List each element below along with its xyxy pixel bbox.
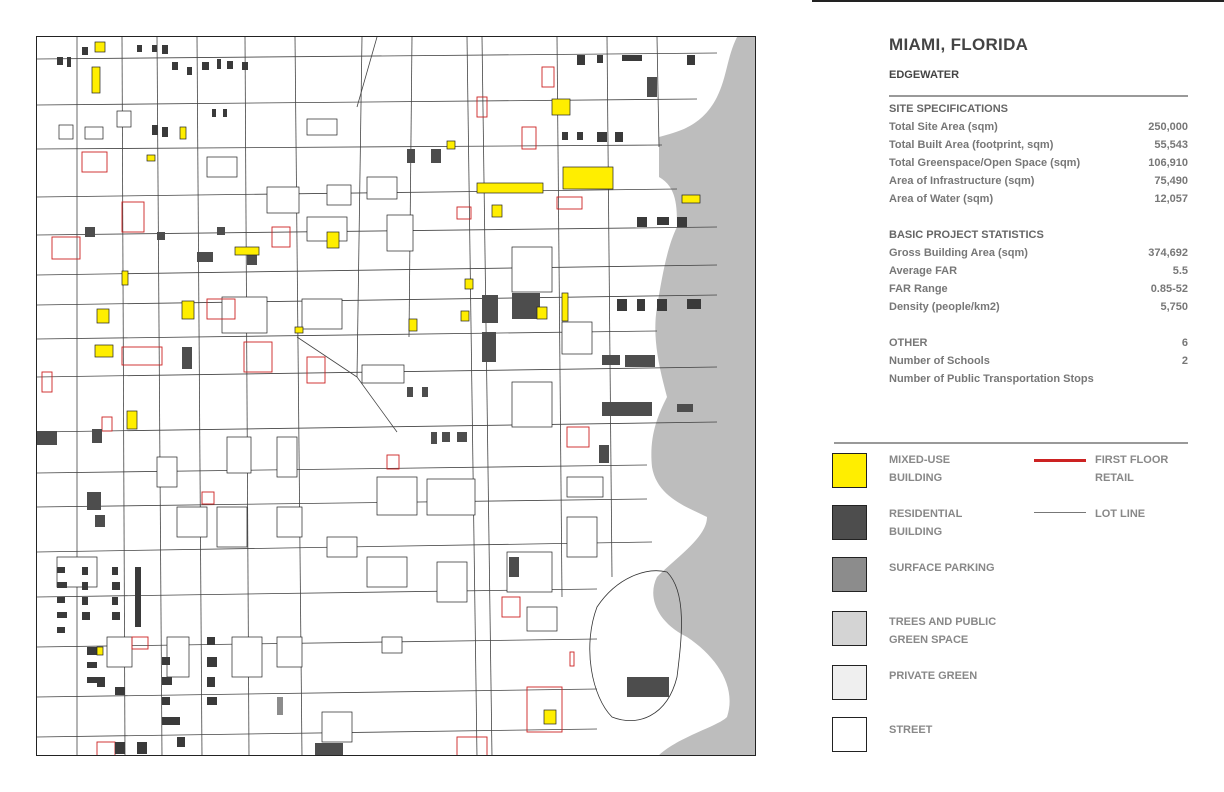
legend-text: SURFACE PARKING: [889, 562, 995, 574]
retail-label: [1095, 451, 1224, 487]
top-rule: [812, 0, 1224, 2]
spec-row: [889, 193, 1188, 211]
other-row: [889, 355, 1188, 373]
spec-label: Total Built Area (footprint, sqm): [889, 139, 1054, 151]
other-heading: OTHER: [889, 337, 928, 349]
legend-text: TREES AND PUBLIC: [889, 616, 997, 628]
basic-stats-heading: BASIC PROJECT STATISTICS: [889, 229, 1044, 241]
stat-value: 0.85-52: [1150, 283, 1188, 295]
lot-line-label: [1095, 505, 1224, 523]
private-green-swatch: [832, 665, 867, 700]
trees-label: [889, 613, 1019, 649]
stat-value: 5.5: [1172, 265, 1188, 277]
stat-value: 374,692: [1148, 247, 1188, 259]
stat-label: Density (people/km2): [889, 301, 1000, 313]
other-label: Number of Schools: [889, 355, 990, 367]
map-canvas: [37, 37, 756, 756]
parking-label: [889, 559, 1019, 577]
legend-text: GREEN SPACE: [889, 634, 969, 646]
spec-label: Area of Water (sqm): [889, 193, 994, 205]
retail-line-swatch: [1034, 459, 1086, 462]
spec-row: [889, 175, 1188, 193]
spec-value: 55,543: [1154, 139, 1188, 151]
legend-text: RESIDENTIAL: [889, 508, 963, 520]
legend-text: BUILDING: [889, 472, 943, 484]
page-subtitle: EDGEWATER: [889, 69, 960, 81]
site-specs-heading: SITE SPECIFICATIONS: [889, 103, 1008, 115]
other-label: Number of Public Transportation Stops: [889, 373, 1094, 385]
spec-value: 12,057: [1154, 193, 1188, 205]
spec-value: 106,910: [1148, 157, 1188, 169]
other-row: [889, 373, 1188, 391]
site-map[interactable]: [36, 36, 756, 756]
legend-divider: [834, 442, 1188, 444]
legend-text: FIRST FLOOR: [1095, 454, 1169, 466]
other-heading-value: 6: [1181, 337, 1188, 349]
stat-label: FAR Range: [889, 283, 948, 295]
street-label: [889, 721, 1019, 739]
section-divider: [889, 95, 1188, 97]
legend-text: MIXED-USE: [889, 454, 951, 466]
spec-row: [889, 139, 1188, 157]
legend-text: PRIVATE GREEN: [889, 670, 978, 682]
stat-value: 5,750: [1160, 301, 1188, 313]
lot-outlines: [57, 111, 603, 742]
spec-row: [889, 121, 1188, 139]
stat-label: Average FAR: [889, 265, 958, 277]
other-value: 2: [1181, 355, 1188, 367]
spec-label: Area of Infrastructure (sqm): [889, 175, 1035, 187]
bay-water: [651, 37, 756, 756]
small-residential: [57, 45, 701, 754]
stat-label: Gross Building Area (sqm): [889, 247, 1028, 259]
legend-text: RETAIL: [1095, 472, 1134, 484]
legend-text: STREET: [889, 724, 933, 736]
spec-row: [889, 157, 1188, 175]
legend-text: LOT LINE: [1095, 508, 1146, 520]
spec-label: Total Greenspace/Open Space (sqm): [889, 157, 1081, 169]
trees-swatch: [832, 611, 867, 646]
residential-swatch: [832, 505, 867, 540]
stat-row: [889, 283, 1188, 301]
parking: [277, 697, 283, 715]
spec-value: 250,000: [1148, 121, 1188, 133]
stat-row: [889, 265, 1188, 283]
stat-row: [889, 247, 1188, 265]
street-swatch: [832, 717, 867, 752]
spec-label: Total Site Area (sqm): [889, 121, 998, 133]
parking-swatch: [832, 557, 867, 592]
lot-line-swatch: [1034, 512, 1086, 513]
other-heading-row: [889, 337, 1188, 355]
spec-value: 75,490: [1154, 175, 1188, 187]
mixed-use-label: [889, 451, 1019, 487]
private-green-label: [889, 667, 1019, 685]
page-title: MIAMI, FLORIDA: [889, 35, 1029, 54]
residential-label: [889, 505, 1019, 541]
street-lines: [37, 37, 717, 756]
mixed-use-swatch: [832, 453, 867, 488]
stat-row: [889, 301, 1188, 319]
legend-text: BUILDING: [889, 526, 943, 538]
